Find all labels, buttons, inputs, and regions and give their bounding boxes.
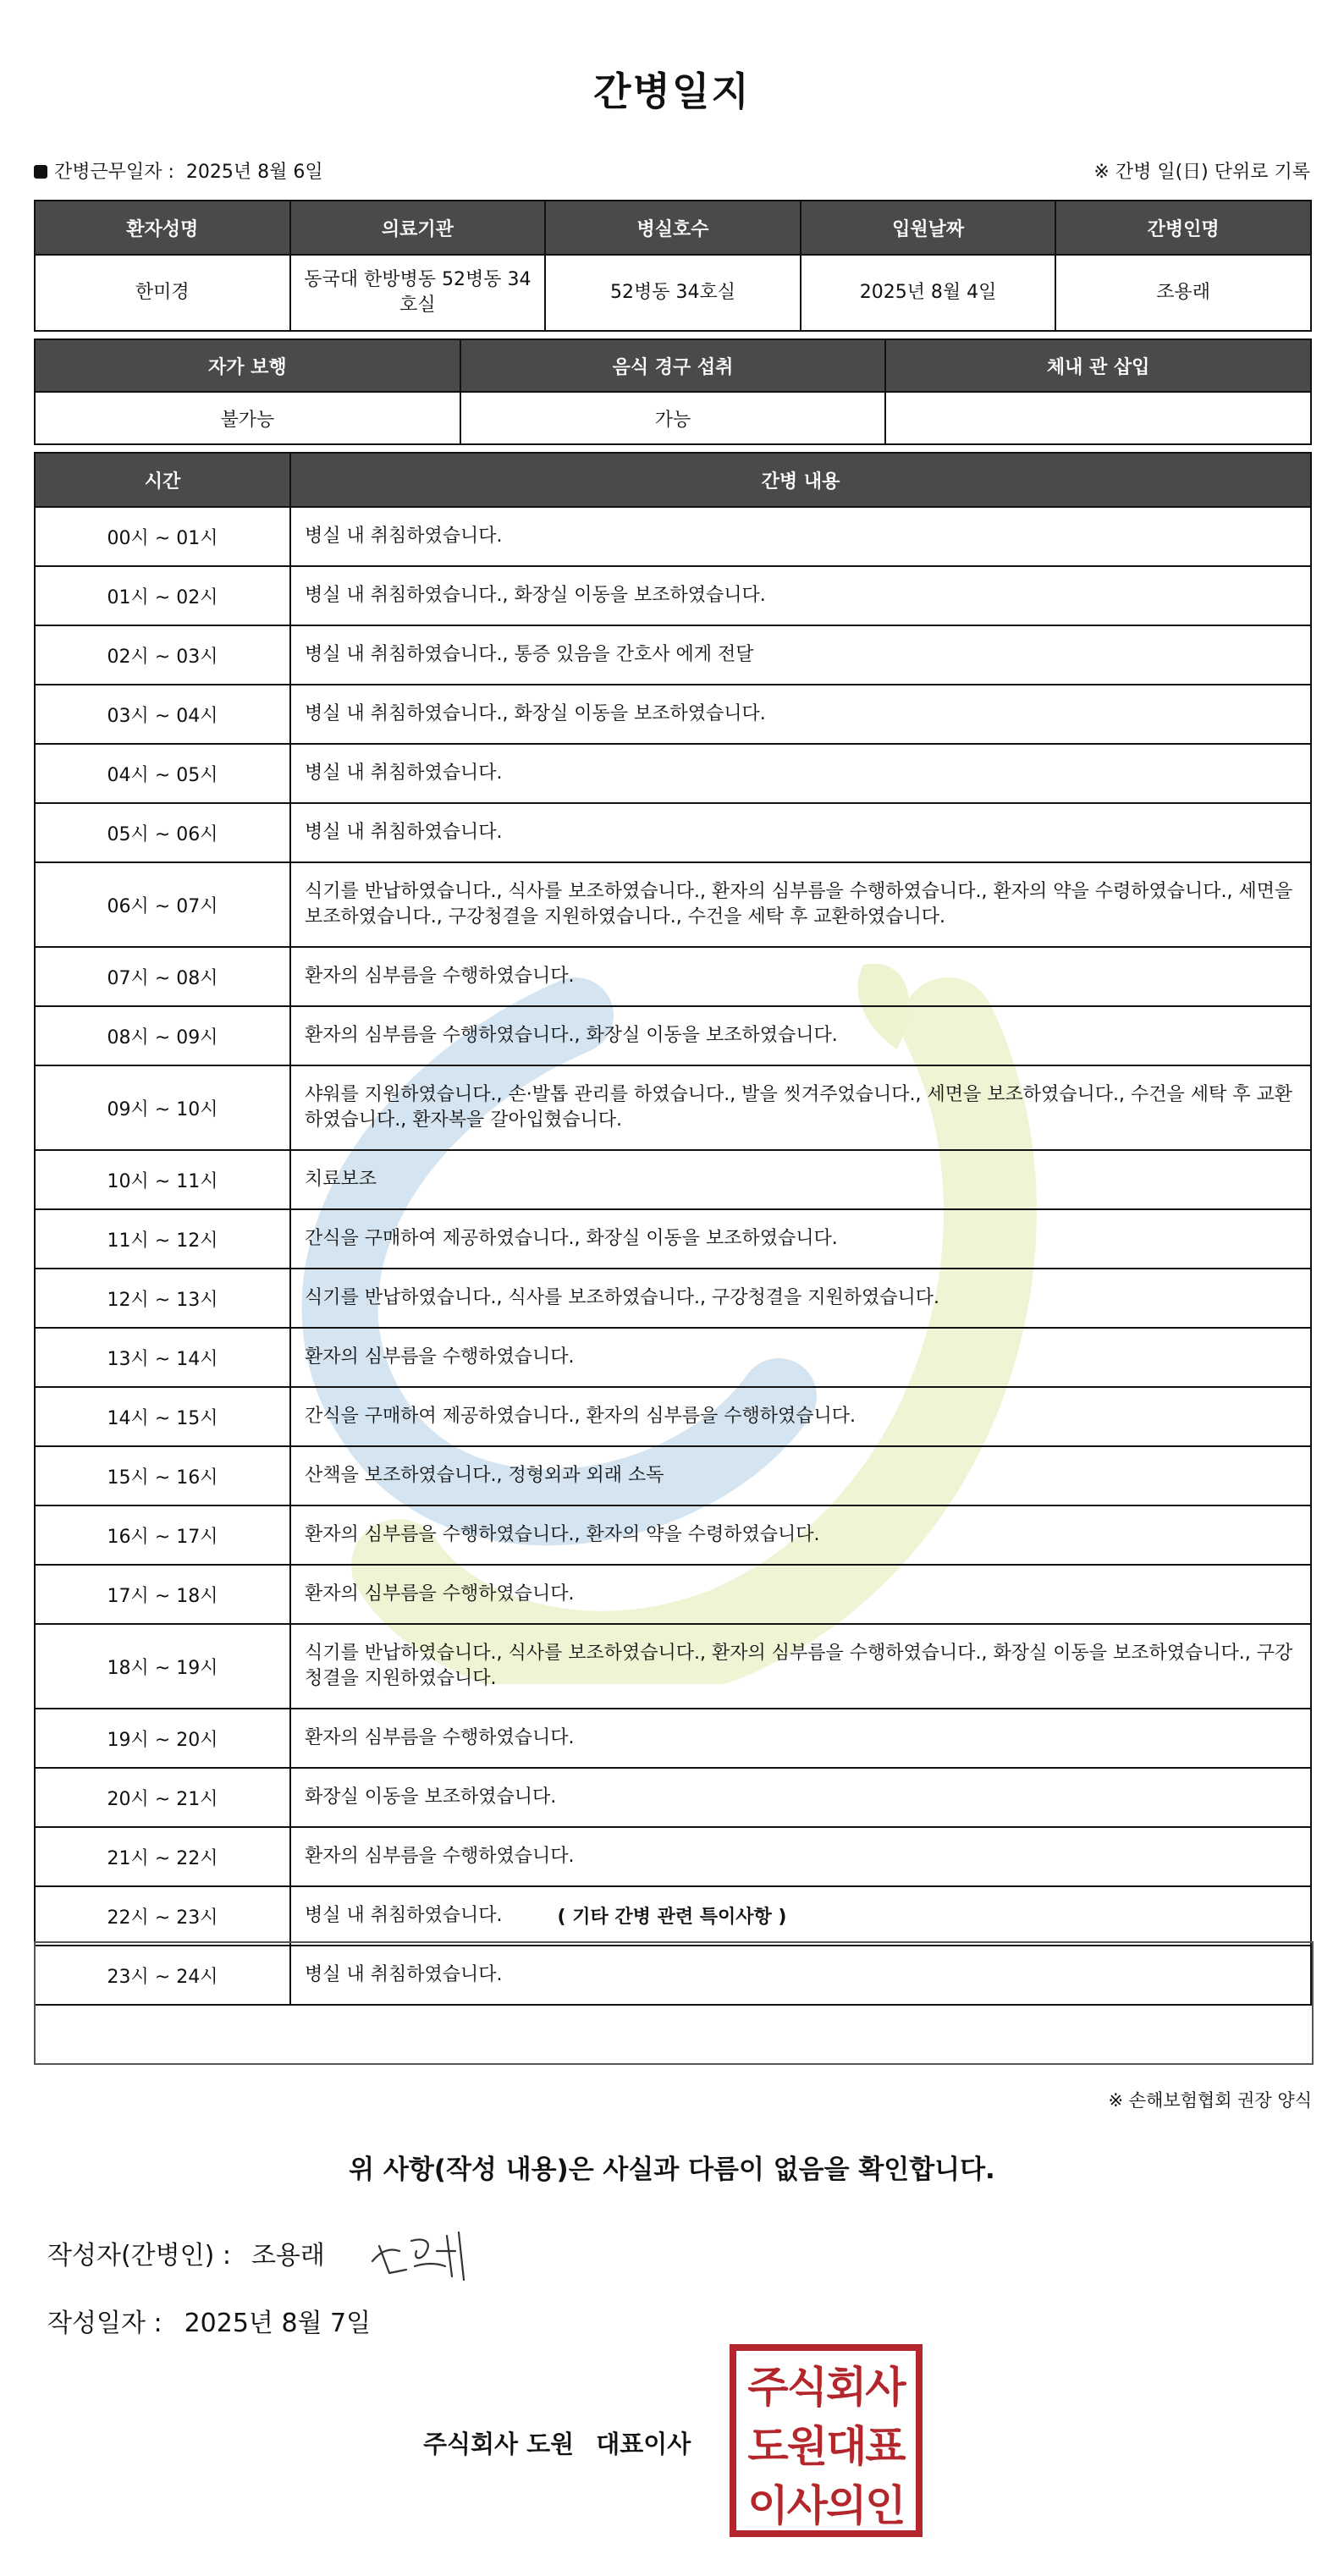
time-cell: 13시 ~ 14시 (35, 1328, 290, 1387)
table-row (35, 1505, 1311, 1565)
table-row (35, 1827, 1311, 1886)
content-cell: 병실 내 취침하였습니다. (290, 1946, 1311, 2005)
table-row (35, 507, 1311, 566)
table-row (35, 1269, 1311, 1328)
table-row (35, 566, 1311, 625)
content-cell: 샤워를 지원하였습니다., 손·발톱 관리를 하였습니다., 발을 씻겨주었습니다., 세면을 보조하였습니다., 수건을 세탁 후 교환하였습니다., 환자복을 갈아입혔습니다. (290, 1065, 1311, 1150)
patient-info-table (34, 200, 1312, 332)
unit-note: ※ 간병 일(日) 단위로 기록 (1093, 162, 1310, 183)
patient-name: 한미경 (35, 255, 290, 331)
time-cell: 16시 ~ 17시 (35, 1505, 290, 1565)
tube-insertion-value (885, 392, 1311, 444)
recommended-form-note: ※ 손해보험협회 권장 양식 (1108, 2090, 1312, 2111)
table-row (35, 744, 1311, 803)
time-cell: 10시 ~ 11시 (35, 1150, 290, 1209)
header-caregiver: 간병인명 (1055, 201, 1311, 255)
self-walking-value: 불가능 (35, 392, 460, 444)
content-cell: 병실 내 취침하였습니다. (290, 507, 1311, 566)
table-row (35, 1624, 1311, 1709)
table-row (35, 255, 1311, 331)
care-log-table (34, 452, 1312, 2006)
header-oral-intake: 음식 경구 섭취 (460, 339, 886, 392)
time-cell: 23시 ~ 24시 (35, 1946, 290, 2005)
header-room: 병실호수 (545, 201, 801, 255)
content-cell: 간식을 구매하여 제공하였습니다., 환자의 심부름을 수행하였습니다. (290, 1387, 1311, 1446)
time-cell: 03시 ~ 04시 (35, 685, 290, 744)
time-cell: 15시 ~ 16시 (35, 1446, 290, 1505)
hospital-name: 동국대 한방병동 52병동 34호실 (290, 255, 546, 331)
table-row (35, 1328, 1311, 1387)
content-cell: 치료보조 (290, 1150, 1311, 1209)
table-row (35, 1768, 1311, 1827)
content-cell: 병실 내 취침하였습니다., 통증 있음을 간호사 에게 전달 (290, 625, 1311, 685)
table-row (35, 947, 1311, 1006)
time-cell: 04시 ~ 05시 (35, 744, 290, 803)
header-self-walking: 자가 보행 (35, 339, 460, 392)
time-cell: 05시 ~ 06시 (35, 803, 290, 862)
content-cell: 식기를 반납하였습니다., 식사를 보조하였습니다., 구강청결을 지원하였습니다. (290, 1269, 1311, 1328)
content-cell: 간식을 구매하여 제공하였습니다., 화장실 이동을 보조하였습니다. (290, 1209, 1311, 1269)
time-cell: 18시 ~ 19시 (35, 1624, 290, 1709)
writer-name: 조용래 (251, 2241, 325, 2271)
content-cell: 환자의 심부름을 수행하였습니다. (290, 1827, 1311, 1886)
content-cell: 환자의 심부름을 수행하였습니다. (290, 1328, 1311, 1387)
notes-title: ( 기타 간병 관련 특이사항 ) (557, 1907, 787, 1928)
table-row (35, 1565, 1311, 1624)
patient-status-table (34, 339, 1312, 445)
time-cell: 12시 ~ 13시 (35, 1269, 290, 1328)
table-header-row (35, 201, 1311, 255)
content-cell: 환자의 심부름을 수행하였습니다. (290, 1565, 1311, 1624)
company-role: 대표이사 (596, 2430, 691, 2458)
content-cell: 병실 내 취침하였습니다. (290, 803, 1311, 862)
content-cell: 산책을 보조하였습니다., 정형외과 외래 소독 (290, 1446, 1311, 1505)
content-cell: 식기를 반납하였습니다., 식사를 보조하였습니다., 환자의 심부름을 수행하였습니다., 화장실 이동을 보조하였습니다., 구강청결을 지원하였습니다. (290, 1624, 1311, 1709)
oral-intake-value: 가능 (460, 392, 886, 444)
content-cell: 식기를 반납하였습니다., 식사를 보조하였습니다., 환자의 심부름을 수행하였습니다., 환자의 약을 수령하였습니다., 세면을 보조하였습니다., 구강청결을 지원하였습니다., 수건을 세탁 후 교환하였습니다. (290, 862, 1311, 947)
time-cell: 08시 ~ 09시 (35, 1006, 290, 1065)
header-care-content: 간병 내용 (290, 453, 1311, 507)
content-cell: 병실 내 취침하였습니다., 화장실 이동을 보조하였습니다. (290, 566, 1311, 625)
confirmation-statement: 위 사항(작성 내용)은 사실과 다름이 없음을 확인합니다. (349, 2155, 995, 2185)
work-date-line (34, 157, 1310, 186)
time-cell: 20시 ~ 21시 (35, 1768, 290, 1827)
table-row (35, 1006, 1311, 1065)
header-hospital: 의료기관 (290, 201, 546, 255)
writer-label: 작성자(간병인) : (47, 2241, 231, 2271)
svg-text:이사의인: 이사의인 (747, 2481, 905, 2530)
work-date-label: 간병근무일자 : (54, 162, 174, 183)
time-cell: 06시 ~ 07시 (35, 862, 290, 947)
notes-box (34, 1941, 1314, 2065)
time-cell: 21시 ~ 22시 (35, 1827, 290, 1886)
header-admission-date: 입원날짜 (801, 201, 1056, 255)
content-cell: 환자의 심부름을 수행하였습니다. (290, 1709, 1311, 1768)
company-seal (730, 2344, 923, 2537)
time-cell: 07시 ~ 08시 (35, 947, 290, 1006)
writer-line (47, 2234, 325, 2271)
room-number: 52병동 34호실 (545, 255, 801, 331)
time-cell: 01시 ~ 02시 (35, 566, 290, 625)
content-cell: 병실 내 취침하였습니다. (290, 744, 1311, 803)
table-row (35, 685, 1311, 744)
header-time: 시간 (35, 453, 290, 507)
content-cell: 화장실 이동을 보조하였습니다. (290, 1768, 1311, 1827)
content-cell: 환자의 심부름을 수행하였습니다. (290, 947, 1311, 1006)
time-cell: 02시 ~ 03시 (35, 625, 290, 685)
work-date-value: 2025년 8월 6일 (185, 162, 323, 183)
written-date-value: 2025년 8월 7일 (184, 2309, 372, 2338)
svg-text:주식회사: 주식회사 (747, 2363, 905, 2412)
svg-text:도원대표: 도원대표 (747, 2422, 905, 2471)
admission-date: 2025년 8월 4일 (801, 255, 1056, 331)
table-header-row (35, 453, 1311, 507)
content-cell: 환자의 심부름을 수행하였습니다., 화장실 이동을 보조하였습니다. (290, 1006, 1311, 1065)
table-row (35, 1209, 1311, 1269)
table-row (35, 625, 1311, 685)
content-cell: 병실 내 취침하였습니다., 화장실 이동을 보조하였습니다. (290, 685, 1311, 744)
written-date-label: 작성일자 : (47, 2309, 162, 2338)
bullet-square-icon (34, 165, 47, 179)
page-title: 간병일지 (593, 69, 751, 114)
table-row (35, 1446, 1311, 1505)
written-date-line (47, 2302, 371, 2339)
company-line (423, 2425, 691, 2460)
header-patient-name: 환자성명 (35, 201, 290, 255)
table-row (35, 862, 1311, 947)
time-cell: 19시 ~ 20시 (35, 1709, 290, 1768)
content-cell: 병실 내 취침하였습니다. (290, 1886, 1311, 1946)
time-cell: 17시 ~ 18시 (35, 1565, 290, 1624)
time-cell: 14시 ~ 15시 (35, 1387, 290, 1446)
signature-mark (364, 2217, 499, 2285)
time-cell: 11시 ~ 12시 (35, 1209, 290, 1269)
time-cell: 09시 ~ 10시 (35, 1065, 290, 1150)
table-row (35, 392, 1311, 444)
time-cell: 00시 ~ 01시 (35, 507, 290, 566)
header-tube-insertion: 체내 관 삽입 (885, 339, 1311, 392)
time-cell: 22시 ~ 23시 (35, 1886, 290, 1946)
content-cell: 환자의 심부름을 수행하였습니다., 환자의 약을 수령하였습니다. (290, 1505, 1311, 1565)
table-header-row (35, 339, 1311, 392)
caregiver-name: 조용래 (1055, 255, 1311, 331)
table-row (35, 1065, 1311, 1150)
table-row (35, 803, 1311, 862)
table-row (35, 1709, 1311, 1768)
table-row (35, 1387, 1311, 1446)
table-row (35, 1150, 1311, 1209)
company-name: 주식회사 도원 (423, 2430, 575, 2458)
